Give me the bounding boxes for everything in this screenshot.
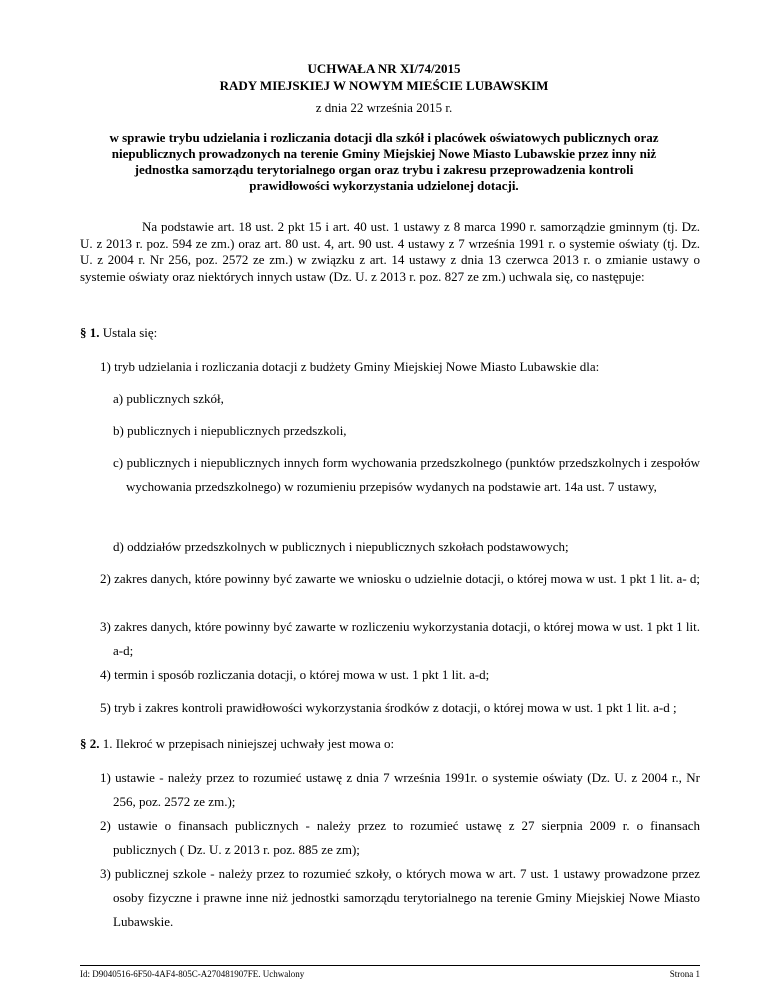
resolution-date: z dnia 22 września 2015 r. <box>315 100 453 115</box>
list-item: 1) ustawie - należy przez to rozumieć ustawę z dnia 7 września 1991r. o systemie oświaty (Dz. U. z 2004 r., Nr 256, poz. 2572 ze zm.); <box>100 770 700 809</box>
section-mark: § 2. <box>80 736 100 751</box>
section-intro: Ustala się: <box>99 325 158 340</box>
page-number: Strona 1 <box>669 969 700 979</box>
subject-line: prawidłowości wykorzystania udzielonej dotacji. <box>249 178 519 193</box>
list-item: c) publicznych i niepublicznych innych form wychowania przedszkolnego (punktów przedszkolnych i zespołów wychowania przedszkolnego) w rozumieniu przepisów wydanych na podstawie art. 14a ust. 7 ustawy, <box>113 455 700 494</box>
list-item: 3) publicznej szkole - należy przez to rozumieć szkoły, o których mowa w art. 7 ust. 1 ustawy prowadzone przez osoby fizyczne i prawne inne niż jednostki samorządu terytorialnego na terenie Gminy Miejskiej Nowe Miasto Lubawskie. <box>100 866 700 929</box>
section-mark: § 1. <box>80 325 100 340</box>
section-intro: 1. Ilekroć w przepisach niniejszej uchwały jest mowa o: <box>99 736 395 751</box>
resolution-subject <box>80 130 688 194</box>
subject-line: w sprawie trybu udzielania i rozliczania dotacji dla szkół i placówek oświatowych publicznych oraz <box>109 130 659 145</box>
list-item: 2) zakres danych, które powinny być zawarte we wniosku o udzielnie dotacji, o której mowa w ust. 1 pkt 1 lit. a- d; <box>100 571 701 586</box>
resolution-title <box>0 60 768 94</box>
list-item: 5) tryb i zakres kontroli prawidłowości wykorzystania środków z dotacji, o której mowa w ust. 1 pkt 1 lit. a-d ; <box>100 700 677 715</box>
list-item: 3) zakres danych, które powinny być zawarte w rozliczeniu wykorzystania dotacji, o której mowa w ust. 1 pkt 1 lit. a-d; <box>100 619 700 658</box>
list-item: 4) termin i sposób rozliczania dotacji, o której mowa w ust. 1 pkt 1 lit. a-d; <box>100 667 490 682</box>
list-item: 2) ustawie o finansach publicznych - należy przez to rozumieć ustawę z 27 sierpnia 2009 r. o finansach publicznych ( Dz. U. z 2013 r. poz. 885 ze zm); <box>100 818 700 857</box>
list-item: d) oddziałów przedszkolnych w publicznych i niepublicznych szkołach podstawowych; <box>113 539 569 554</box>
preamble: Na podstawie art. 18 ust. 2 pkt 15 i art. 40 ust. 1 ustawy z 8 marca 1990 r. samorządzie gminnym (tj. Dz. U. z 2013 r. poz. 594 ze zm.) oraz art. 80 ust. 4, art. 90 ust. 4 ustawy z 7 września 1991 r. o systemie oświaty (tj. Dz. U. z 2004 r. Nr 256, poz. 2572 ze zm.) w związku z art. 14 ustawy z dnia 13 czerwca 2013 r. o zmianie ustawy o systemie oświaty oraz niektórych innych ustaw (Dz. U. z 2013 r. poz. 827 ze zm.) uchwala się, co następuje: <box>80 219 700 284</box>
subject-line: niepublicznych prowadzonych na terenie Gminy Miejskiej Nowe Miasto Lubawskie przez inny niż <box>111 146 657 161</box>
subject-line: jednostka samorządu terytorialnego organ oraz trybu i zakresu przeprowadzenia kontroli <box>134 162 634 177</box>
list-item: 1) tryb udzielania i rozliczania dotacji z budżety Gminy Miejskiej Nowe Miasto Lubawskie dla: <box>100 359 600 374</box>
document-id: Id: D9040516-6F50-4AF4-805C-A270481907FE. Uchwalony <box>80 969 305 979</box>
council-name: RADY MIEJSKIEJ W NOWYM MIEŚCIE LUBAWSKIM <box>219 78 549 93</box>
section-2-heading <box>80 736 700 752</box>
resolution-number: UCHWAŁA NR XI/74/2015 <box>307 61 461 76</box>
list-item: a) publicznych szkół, <box>113 391 224 406</box>
footer-divider <box>80 965 700 966</box>
section-1-heading <box>80 325 700 341</box>
list-item: b) publicznych i niepublicznych przedszkoli, <box>113 423 347 438</box>
